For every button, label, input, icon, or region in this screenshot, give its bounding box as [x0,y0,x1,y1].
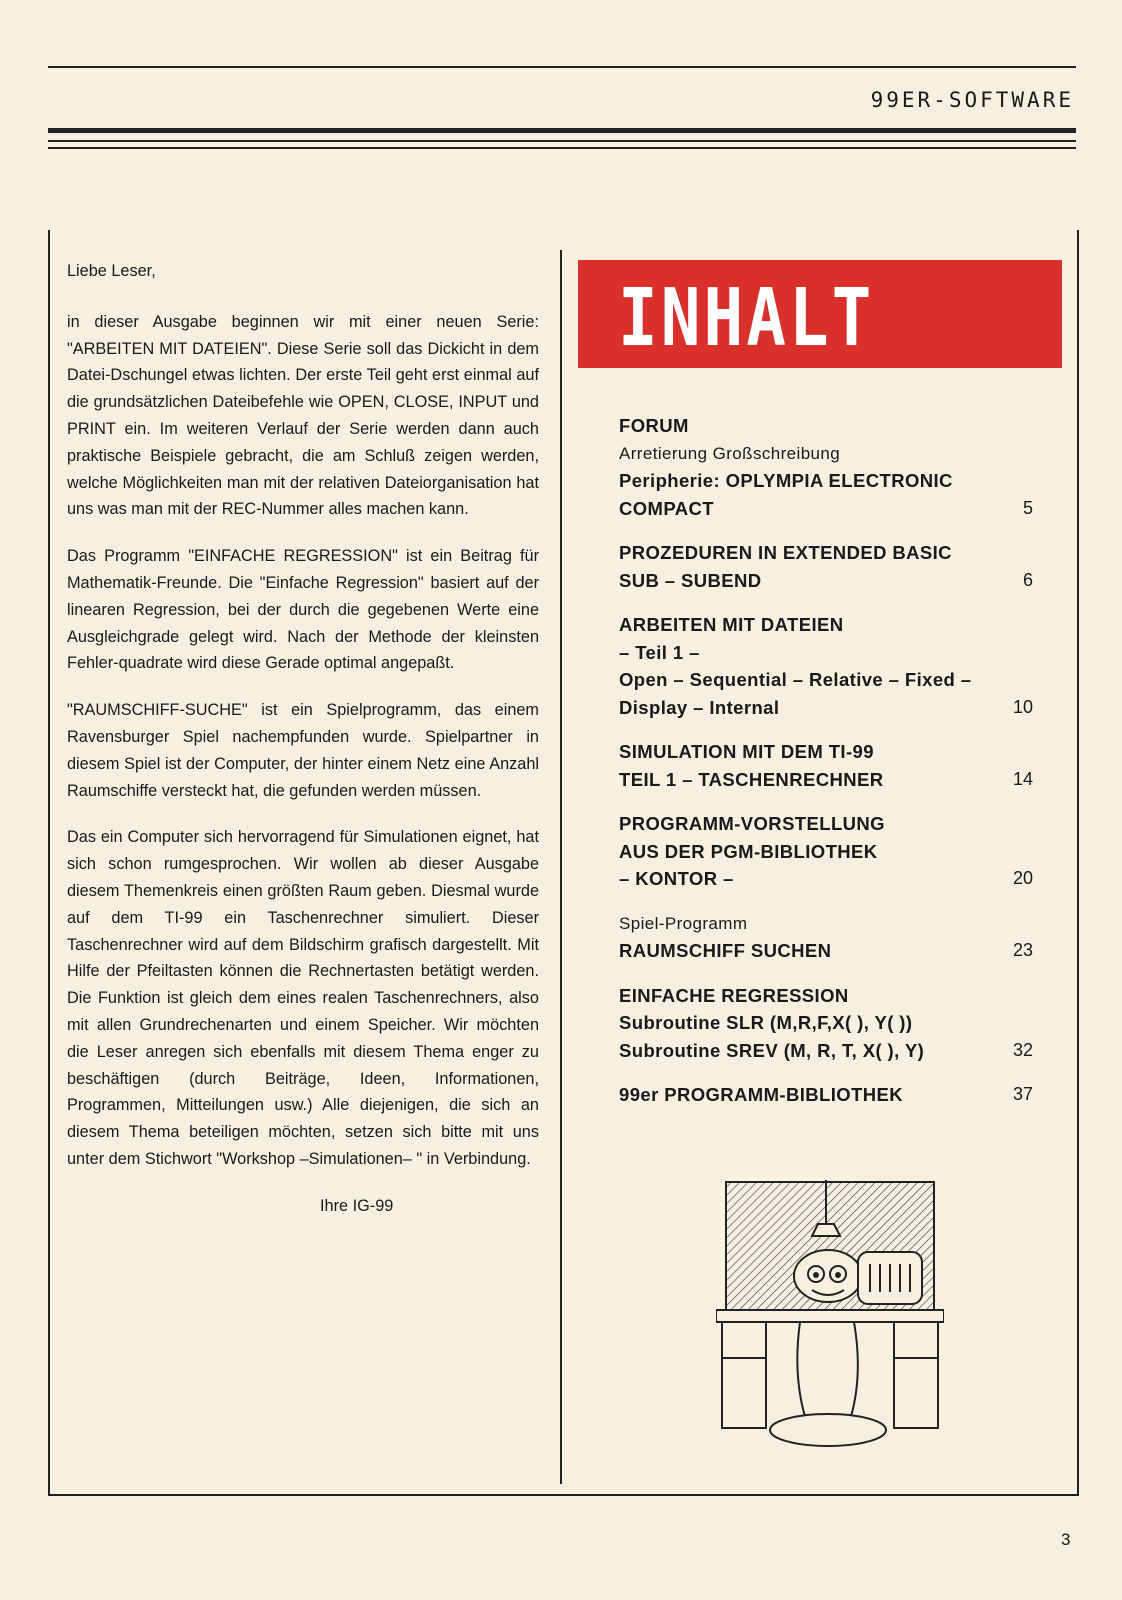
toc-line: Open – Sequential – Relative – Fixed – [619,669,972,690]
header-thin-rule [48,140,1076,142]
toc-line: SIMULATION MIT DEM TI-99 [619,741,874,762]
contents-heading: INHALT [618,272,875,365]
toc-page-number: 14 [1012,768,1033,789]
section-title: 99ER-SOFTWARE [870,88,1074,112]
toc-entry[interactable] [619,982,1033,1065]
letter-paragraph: Das Programm "EINFACHE REGRESSION" ist ein Beitrag für Mathematik-Freunde. Die "Einfache Regression" basiert auf der linearen Regression, bei der durch die gegebenen Werte eine Ausgleichgrade gelegt wird. Nach der Methode der kleinsten Fehler-quadrate wird diese Gerade optimal angepaßt. [67,547,539,673]
toc-entry[interactable] [619,611,1033,721]
toc-line: SUB – SUBEND [619,569,762,591]
top-thin-rule [48,66,1076,68]
column-divider [560,250,562,1484]
toc-entry[interactable] [619,810,1033,893]
toc-page-number: 5 [1022,497,1033,518]
toc-line: EINFACHE REGRESSION [619,984,849,1006]
toc-entry[interactable] [619,1081,1033,1109]
computer-desk-illustration [716,1180,944,1456]
toc-line: Arretierung Großschreibung [619,443,841,463]
letter-signature: Ihre IG-99 [320,1196,394,1215]
toc-page-number: 6 [1022,569,1033,590]
toc-line: PROZEDUREN IN EXTENDED BASIC [619,542,952,563]
creature-figure [794,1250,862,1302]
toc-line: Peripherie: OPLYMPIA ELECTRONIC [619,470,953,491]
toc-page-number: 20 [1012,868,1033,888]
toc-line: Subroutine SLR (M,R,F,X( ), Y( )) [619,1012,913,1033]
table-of-contents [619,412,1033,1109]
toc-line: Subroutine SREV (M, R, T, X( ), Y) [619,1039,925,1061]
toc-line: PROGRAMM-VORSTELLUNG [619,813,885,834]
toc-page-number: 32 [1012,1039,1033,1060]
toc-line: COMPACT [619,497,714,519]
toc-entry[interactable] [619,910,1033,965]
toc-line: FORUM [619,415,689,436]
toc-line: – KONTOR – [619,868,734,889]
toc-entry[interactable] [619,539,1033,594]
toc-page-number: 23 [1012,940,1033,960]
toc-page-number: 10 [1012,696,1033,717]
header-thin-rule-2 [48,147,1076,149]
page-number: 3 [1061,1530,1071,1549]
toc-line: Spiel-Programm [619,913,748,933]
toc-entry[interactable] [619,738,1033,793]
editorial-letter [67,258,539,1240]
toc-line: TEIL 1 – TASCHENRECHNER [619,768,884,790]
contents-banner [578,260,1062,368]
toc-line: 99er PROGRAMM-BIBLIOTHEK [619,1084,904,1105]
toc-line: – Teil 1 – [619,641,700,663]
letter-salutation: Liebe Leser, [67,262,156,280]
letter-paragraph: Das ein Computer sich hervorragend für Simulationen eignet, hat sich schon rumgesprochen. Wir wollen ab dieser Ausgabe diesem Themenkreis einen größten Raum geben. Diesmal wurde auf dem TI-99 ein Taschenrechner simuliert. Dieser Taschenrechner wird auf dem Bildschirm grafisch dargestellt. Mit Hilfe der Pfeiltasten können die Rechnertasten betätigt werden. Die Funktion ist gleich dem eines realen Taschenrechners, also mit allen Grundrechenarten und einem Speicher. Wir möchten die Leser anregen sich ebenfalls mit diesem Thema enger zu beschäftigen (durch Beiträge, Ideen, Informationen, Programmen, Mitteilungen usw.) Alle diejenigen, die sich an diesem Thema beteiligen möchten, setzen sich bitte mit uns unter dem Stichwort "Workshop –Simulationen– " in Verbindung. [67,828,539,1168]
header-thick-rule [48,128,1076,133]
desk [716,1310,944,1446]
letter-paragraph: "RAUMSCHIFF-SUCHE" ist ein Spielprogramm, das einem Ravensburger Spiel nachempfunden wurde. Spielpartner in diesem Spiel ist der Computer, der hinter einem Netz eine Anzahl Raumschiffe versteckt hat, die gefunden werden müssen. [67,701,539,800]
toc-line: ARBEITEN MIT DATEIEN [619,614,844,635]
toc-entry[interactable] [619,412,1033,522]
toc-line: Display – Internal [619,696,780,718]
toc-line: AUS DER PGM-BIBLIOTHEK [619,840,878,862]
letter-paragraph: in dieser Ausgabe beginnen wir mit einer neuen Serie: "ARBEITEN MIT DATEIEN". Diese Serie soll das Dickicht in dem Datei-Dschungel etwas lichten. Der erste Teil geht erst einmal auf die grundsätzlichen Dateibefehle wie OPEN, CLOSE, INPUT und PRINT ein. Im weiteren Verlauf der Serie werden dann auch praktische Beispiele gebracht, die am Schluß zeigen werden, welche Möglichkeiten man mit der relativen Dateiorganisation hat uns was man mit der REC-Nummer alles machen kann. [67,312,539,519]
toc-line: RAUMSCHIFF SUCHEN [619,940,832,961]
toc-page-number: 37 [1012,1084,1033,1104]
computer-monitor [858,1252,922,1304]
